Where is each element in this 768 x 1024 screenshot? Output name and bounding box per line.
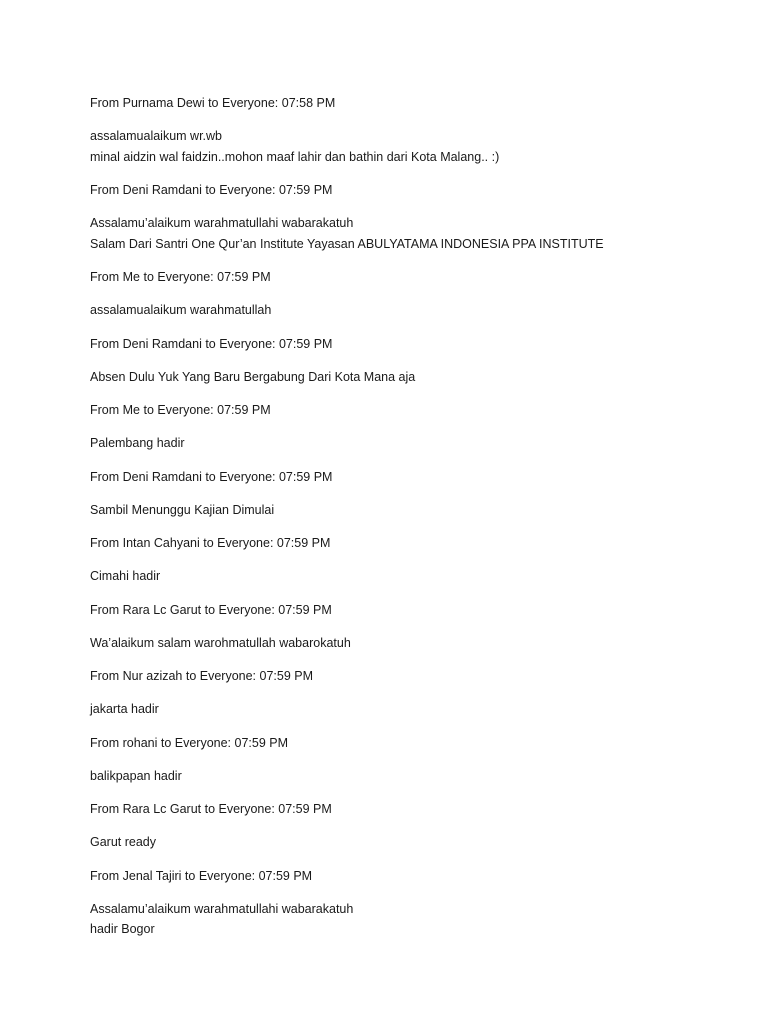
message-body <box>90 699 730 720</box>
chat-message <box>90 600 730 654</box>
message-text: Sambil Menunggu Kajian Dimulai <box>90 502 275 517</box>
chat-message <box>90 334 730 388</box>
message-header: From Me to Everyone: 07:59 PM <box>90 403 271 417</box>
message-body <box>90 832 730 853</box>
message-header: From Deni Ramdani to Everyone: 07:59 PM <box>90 336 333 351</box>
message-body <box>90 500 730 521</box>
message-text: Salam Dari Santri One Qur’an Institute Yayasan ABULYATAMA INDONESIA PPA INSTITUTE <box>90 236 604 251</box>
message-text: Absen Dulu Yuk Yang Baru Bergabung Dari Kota Mana aja <box>90 369 416 384</box>
message-text: balikpapan hadir <box>90 768 182 783</box>
message-header: From Me to Everyone: 07:59 PM <box>90 270 271 284</box>
message-body <box>90 766 730 787</box>
message-body <box>90 300 730 321</box>
message-text: Assalamu’alaikum warahmatullahi wabarakatuh <box>90 901 354 916</box>
chat-message <box>90 866 730 940</box>
chat-message <box>90 666 730 720</box>
message-body <box>90 367 730 388</box>
message-body <box>90 566 730 587</box>
message-header: From Purnama Dewi to Everyone: 07:58 PM <box>90 96 336 110</box>
message-body <box>90 899 730 940</box>
chat-transcript <box>90 93 730 953</box>
message-header: From Rara Lc Garut to Everyone: 07:59 PM <box>90 602 332 617</box>
message-text: Cimahi hadir <box>90 569 161 583</box>
message-text: hadir Bogor <box>90 922 155 936</box>
chat-message <box>90 733 730 787</box>
message-text: minal aidzin wal faidzin..mohon maaf lahir dan bathin dari Kota Malang.. :) <box>90 149 500 164</box>
message-header: From Nur azizah to Everyone: 07:59 PM <box>90 669 314 683</box>
message-text: Wa’alaikum salam warohmatullah wabarokatuh <box>90 635 351 650</box>
message-header: From rohani to Everyone: 07:59 PM <box>90 735 289 750</box>
message-text: assalamualaikum wr.wb <box>90 129 222 143</box>
message-header: From Jenal Tajiri to Everyone: 07:59 PM <box>90 868 313 883</box>
chat-message <box>90 799 730 853</box>
message-body <box>90 433 730 454</box>
message-header: From Deni Ramdani to Everyone: 07:59 PM <box>90 183 333 197</box>
message-text: jakarta hadir <box>90 702 159 716</box>
chat-message <box>90 93 730 167</box>
message-body <box>90 126 730 167</box>
message-text: Garut ready <box>90 835 157 849</box>
chat-message <box>90 400 730 454</box>
message-body <box>90 633 730 654</box>
message-header: From Rara Lc Garut to Everyone: 07:59 PM <box>90 802 332 816</box>
chat-message <box>90 467 730 521</box>
chat-message <box>90 533 730 587</box>
message-body <box>90 213 730 254</box>
chat-message <box>90 180 730 254</box>
chat-message <box>90 267 730 321</box>
message-text: assalamualaikum warahmatullah <box>90 303 272 317</box>
message-header: From Intan Cahyani to Everyone: 07:59 PM <box>90 536 331 550</box>
message-text: Palembang hadir <box>90 436 185 450</box>
message-header: From Deni Ramdani to Everyone: 07:59 PM <box>90 469 333 484</box>
message-text: Assalamu’alaikum warahmatullahi wabarakatuh <box>90 216 354 230</box>
